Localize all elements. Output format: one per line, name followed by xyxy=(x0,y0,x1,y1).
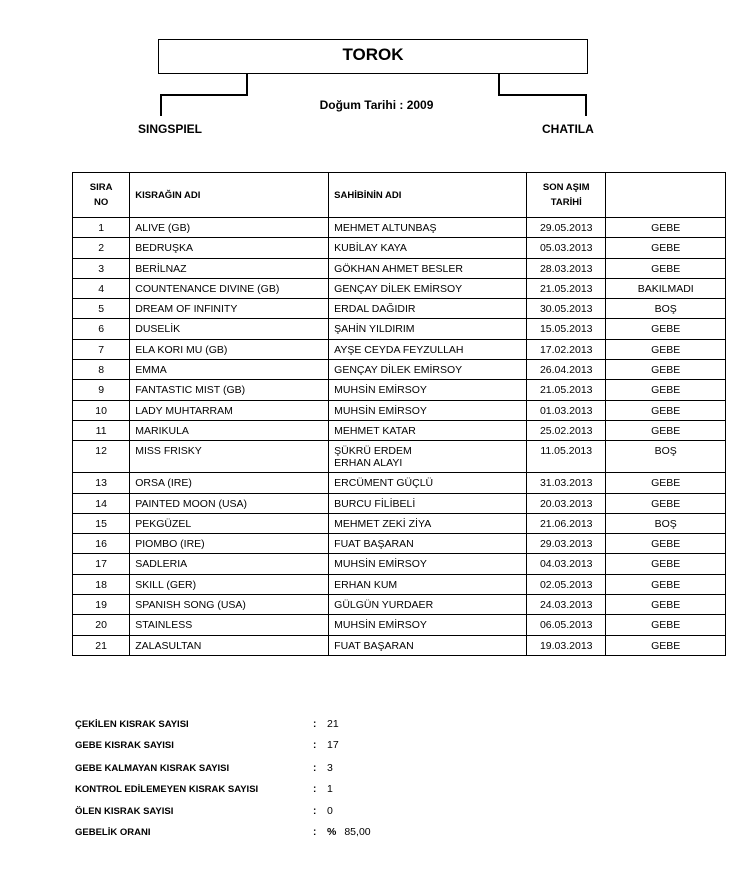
cell-status: GEBE xyxy=(606,473,726,493)
cell-status: GEBE xyxy=(606,339,726,359)
cell-last-cover-date: 29.05.2013 xyxy=(527,218,606,238)
table-row xyxy=(73,218,726,238)
cell-row-no: 6 xyxy=(73,319,130,339)
cell-last-cover-date: 06.05.2013 xyxy=(527,615,606,635)
summary-value-wrap xyxy=(327,826,371,838)
cell-last-cover-date: 17.02.2013 xyxy=(527,339,606,359)
summary-value: 85,00 xyxy=(344,826,371,838)
cell-status: GEBE xyxy=(606,574,726,594)
cell-owner-name: ŞAHİN YILDIRIM xyxy=(329,319,527,339)
cell-owner-name: MEHMET ALTUNBAŞ xyxy=(329,218,527,238)
header-no-line2: NO xyxy=(94,197,109,208)
table-row xyxy=(73,360,726,380)
cell-owner-name: ERCÜMENT GÜÇLÜ xyxy=(329,473,527,493)
cell-status: GEBE xyxy=(606,595,726,615)
birth-date: Doğum Tarihi : 2009 xyxy=(319,98,434,112)
cell-status: GEBE xyxy=(606,360,726,380)
mares-table xyxy=(72,172,726,656)
cell-last-cover-date: 20.03.2013 xyxy=(527,493,606,513)
cell-status: GEBE xyxy=(606,238,726,258)
horse-name-box xyxy=(158,39,588,74)
cell-last-cover-date: 21.05.2013 xyxy=(527,380,606,400)
table-header-row xyxy=(73,173,726,218)
cell-row-no: 20 xyxy=(73,615,130,635)
cell-last-cover-date: 31.03.2013 xyxy=(527,473,606,493)
cell-status: GEBE xyxy=(606,400,726,420)
header-date-line2: TARİHİ xyxy=(550,197,582,208)
cell-owner-name: GENÇAY DİLEK EMİRSOY xyxy=(329,360,527,380)
summary-colon: : xyxy=(313,740,317,751)
summary-colon: : xyxy=(313,827,317,838)
cell-row-no: 14 xyxy=(73,493,130,513)
table-row xyxy=(73,534,726,554)
cell-row-no: 5 xyxy=(73,299,130,319)
header-mare-name: KISRAĞIN ADI xyxy=(130,173,329,218)
cell-owner-name: ERDAL DAĞIDIR xyxy=(329,299,527,319)
cell-status: GEBE xyxy=(606,615,726,635)
cell-status: GEBE xyxy=(606,635,726,655)
summary-label: KONTROL EDİLEMEYEN KISRAK SAYISI xyxy=(75,784,259,795)
cell-mare-name: MARIKULA xyxy=(130,420,329,440)
cell-row-no: 4 xyxy=(73,278,130,298)
cell-status: GEBE xyxy=(606,380,726,400)
cell-last-cover-date: 15.05.2013 xyxy=(527,319,606,339)
header-status xyxy=(606,173,726,218)
cell-row-no: 11 xyxy=(73,420,130,440)
cell-mare-name: STAINLESS xyxy=(130,615,329,635)
summary-value-wrap xyxy=(327,805,333,817)
cell-owner-name: MUHSİN EMİRSOY xyxy=(329,554,527,574)
cell-row-no: 17 xyxy=(73,554,130,574)
summary-colon: : xyxy=(313,806,317,817)
cell-last-cover-date: 11.05.2013 xyxy=(527,441,606,473)
summary-colon: : xyxy=(313,719,317,730)
cell-last-cover-date: 05.03.2013 xyxy=(527,238,606,258)
horse-name: TOROK xyxy=(342,45,404,64)
table-row xyxy=(73,238,726,258)
summary-label: ÇEKİLEN KISRAK SAYISI xyxy=(75,719,189,730)
cell-owner-name: FUAT BAŞARAN xyxy=(329,534,527,554)
cell-mare-name: ALIVE (GB) xyxy=(130,218,329,238)
summary-value: 3 xyxy=(327,762,333,774)
cell-row-no: 7 xyxy=(73,339,130,359)
header-last-cover-date xyxy=(527,173,606,218)
cell-owner-name: GÜLGÜN YURDAER xyxy=(329,595,527,615)
cell-status: BOŞ xyxy=(606,299,726,319)
owner-line-1: ŞÜKRÜ ERDEM xyxy=(334,445,412,458)
cell-last-cover-date: 21.06.2013 xyxy=(527,513,606,533)
cell-row-no: 10 xyxy=(73,400,130,420)
summary-colon: : xyxy=(313,763,317,774)
cell-mare-name: DUSELİK xyxy=(130,319,329,339)
summary-value: 0 xyxy=(327,805,333,817)
cell-status: BAKILMADI xyxy=(606,278,726,298)
cell-owner-name: MUHSİN EMİRSOY xyxy=(329,615,527,635)
pedigree-connector-left-horizontal xyxy=(160,94,248,96)
cell-row-no: 18 xyxy=(73,574,130,594)
summary-value: 21 xyxy=(327,718,339,730)
header-no-line1: SIRA xyxy=(89,182,113,193)
summary-label: GEBELİK ORANI xyxy=(75,827,151,838)
table-row xyxy=(73,278,726,298)
table-row xyxy=(73,400,726,420)
cell-mare-name: PAINTED MOON (USA) xyxy=(130,493,329,513)
cell-last-cover-date: 28.03.2013 xyxy=(527,258,606,278)
cell-last-cover-date: 26.04.2013 xyxy=(527,360,606,380)
owner-line-2: ERHAN ALAYI xyxy=(334,457,403,470)
cell-mare-name: BERİLNAZ xyxy=(130,258,329,278)
cell-last-cover-date: 25.02.2013 xyxy=(527,420,606,440)
cell-mare-name: SADLERIA xyxy=(130,554,329,574)
cell-mare-name: EMMA xyxy=(130,360,329,380)
cell-last-cover-date: 04.03.2013 xyxy=(527,554,606,574)
table-row xyxy=(73,420,726,440)
table-row xyxy=(73,513,726,533)
cell-last-cover-date: 19.03.2013 xyxy=(527,635,606,655)
cell-status: BOŞ xyxy=(606,441,726,473)
cell-row-no: 19 xyxy=(73,595,130,615)
cell-status: GEBE xyxy=(606,534,726,554)
cell-row-no: 12 xyxy=(73,441,130,473)
cell-status: GEBE xyxy=(606,319,726,339)
cell-owner-name: MEHMET KATAR xyxy=(329,420,527,440)
cell-status: GEBE xyxy=(606,420,726,440)
pedigree-connector-right-down xyxy=(498,74,500,95)
table-row xyxy=(73,493,726,513)
summary-label: GEBE KISRAK SAYISI xyxy=(75,740,174,751)
cell-status: BOŞ xyxy=(606,513,726,533)
cell-mare-name: ZALASULTAN xyxy=(130,635,329,655)
cell-status: GEBE xyxy=(606,218,726,238)
pedigree-connector-right-horizontal xyxy=(498,94,586,96)
summary-value-wrap xyxy=(327,762,333,774)
cell-mare-name: COUNTENANCE DIVINE (GB) xyxy=(130,278,329,298)
cell-mare-name: PIOMBO (IRE) xyxy=(130,534,329,554)
cell-row-no: 8 xyxy=(73,360,130,380)
cell-mare-name: BEDRUŞKA xyxy=(130,238,329,258)
summary-colon: : xyxy=(313,784,317,795)
cell-owner-name: KUBİLAY KAYA xyxy=(329,238,527,258)
header-owner-name: SAHİBİNİN ADI xyxy=(329,173,527,218)
cell-mare-name: LADY MUHTARRAM xyxy=(130,400,329,420)
cell-row-no: 1 xyxy=(73,218,130,238)
cell-last-cover-date: 21.05.2013 xyxy=(527,278,606,298)
cell-row-no: 15 xyxy=(73,513,130,533)
summary-value-wrap xyxy=(327,718,339,730)
cell-mare-name: PEKGÜZEL xyxy=(130,513,329,533)
cell-owner-name: BURCU FİLİBELİ xyxy=(329,493,527,513)
cell-status: GEBE xyxy=(606,554,726,574)
table-row xyxy=(73,595,726,615)
summary-label: GEBE KALMAYAN KISRAK SAYISI xyxy=(75,763,230,774)
dam-name: CHATILA xyxy=(542,122,594,136)
cell-row-no: 9 xyxy=(73,380,130,400)
summary-label: ÖLEN KISRAK SAYISI xyxy=(75,806,174,817)
cell-mare-name: MISS FRISKY xyxy=(130,441,329,473)
cell-status: GEBE xyxy=(606,258,726,278)
summary-value: 17 xyxy=(327,739,339,751)
cell-owner-name xyxy=(329,441,527,473)
table-row xyxy=(73,380,726,400)
summary-value: 1 xyxy=(327,783,333,795)
cell-mare-name: SKILL (GER) xyxy=(130,574,329,594)
cell-owner-name: GÖKHAN AHMET BESLER xyxy=(329,258,527,278)
cell-owner-name: MUHSİN EMİRSOY xyxy=(329,380,527,400)
cell-owner-name: MEHMET ZEKİ ZİYA xyxy=(329,513,527,533)
header-row-no xyxy=(73,173,130,218)
table-row xyxy=(73,473,726,493)
cell-row-no: 2 xyxy=(73,238,130,258)
summary-value-wrap xyxy=(327,739,339,751)
table-row xyxy=(73,258,726,278)
table-row xyxy=(73,441,726,473)
cell-status: GEBE xyxy=(606,493,726,513)
cell-last-cover-date: 02.05.2013 xyxy=(527,574,606,594)
table-row xyxy=(73,574,726,594)
cell-row-no: 21 xyxy=(73,635,130,655)
header-date-line1: SON AŞIM xyxy=(542,182,590,193)
cell-last-cover-date: 01.03.2013 xyxy=(527,400,606,420)
cell-mare-name: DREAM OF INFINITY xyxy=(130,299,329,319)
cell-last-cover-date: 30.05.2013 xyxy=(527,299,606,319)
cell-row-no: 16 xyxy=(73,534,130,554)
table-row xyxy=(73,339,726,359)
cell-mare-name: ORSA (IRE) xyxy=(130,473,329,493)
percent-sign: % xyxy=(327,826,337,838)
cell-owner-name: FUAT BAŞARAN xyxy=(329,635,527,655)
cell-mare-name: SPANISH SONG (USA) xyxy=(130,595,329,615)
cell-last-cover-date: 29.03.2013 xyxy=(527,534,606,554)
cell-owner-name: ERHAN KUM xyxy=(329,574,527,594)
sire-name: SINGSPIEL xyxy=(138,122,203,136)
table-row xyxy=(73,319,726,339)
cell-mare-name: FANTASTIC MIST (GB) xyxy=(130,380,329,400)
cell-row-no: 13 xyxy=(73,473,130,493)
pedigree-connector-left-down xyxy=(246,74,248,95)
table-row xyxy=(73,554,726,574)
cell-owner-name: AYŞE CEYDA FEYZULLAH xyxy=(329,339,527,359)
cell-owner-name: MUHSİN EMİRSOY xyxy=(329,400,527,420)
cell-row-no: 3 xyxy=(73,258,130,278)
summary-value-wrap xyxy=(327,783,333,795)
cell-last-cover-date: 24.03.2013 xyxy=(527,595,606,615)
cell-owner-name: GENÇAY DİLEK EMİRSOY xyxy=(329,278,527,298)
table-row xyxy=(73,615,726,635)
cell-mare-name: ELA KORI MU (GB) xyxy=(130,339,329,359)
table-row xyxy=(73,299,726,319)
table-row xyxy=(73,635,726,655)
